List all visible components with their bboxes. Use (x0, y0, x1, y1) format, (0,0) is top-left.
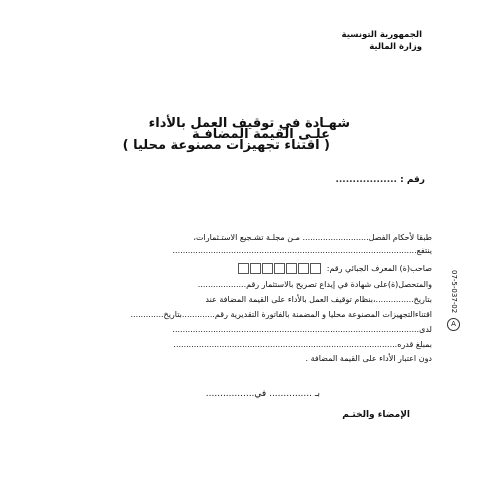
form-code-strip (446, 270, 460, 340)
number-label: رقم : (400, 175, 425, 185)
ministry-name: وزارة المالية (369, 42, 422, 52)
body-line-5: بتاريخ...............،بنظام توقيف العمل بالأداء على القيمة المضافة عند (205, 295, 432, 304)
body-line-1: طبقا لأحكام الفصل.......................... مـن مجلـة تشـجيع الاستـثمارات، (193, 233, 432, 242)
body-line-7: لدى................................................................................................. (172, 325, 432, 334)
number-dots: .................. (335, 175, 397, 185)
certificate-scope: ( اقتناء تجهيزات مصنوعة محليا ) (122, 138, 330, 153)
country-name: الجمهورية التونسية (341, 30, 422, 40)
signature-label: الإمضاء والختـم (342, 410, 410, 420)
seal-icon: A (447, 318, 460, 331)
place-date-line: بـ ............... في................. (205, 389, 320, 399)
body-line-9: دون اعتبار الأداء على القيمة المضافة . (305, 354, 432, 363)
body-line-2: ينتفع................................................................................................ (172, 246, 432, 255)
body-line-4: والمتحصل(ة)على شهادة في إيداع تصريح بالاستثمار رقم................... (197, 280, 432, 289)
tax-id-line (234, 263, 432, 274)
tax-id-label: صاحب(ة) المعرف الجبائي رقم: (326, 264, 432, 273)
certificate-subtitle: علـى القيمة المضافـة (191, 127, 330, 142)
number-field (335, 175, 425, 185)
tax-id-boxes (237, 263, 321, 274)
body-line-6: اقتناءالتجهيزات المصنوعة محليا و المضمنة بالفاتورة التقديرية رقم.............بتاريخ............. (130, 310, 432, 319)
body-line-8: بمبلغ قدره........................................................................................ (173, 340, 432, 349)
form-code: 07-5-037-02 (450, 270, 458, 314)
certificate-title: شهـادة في توقيف العمل بالأداء (148, 116, 350, 131)
